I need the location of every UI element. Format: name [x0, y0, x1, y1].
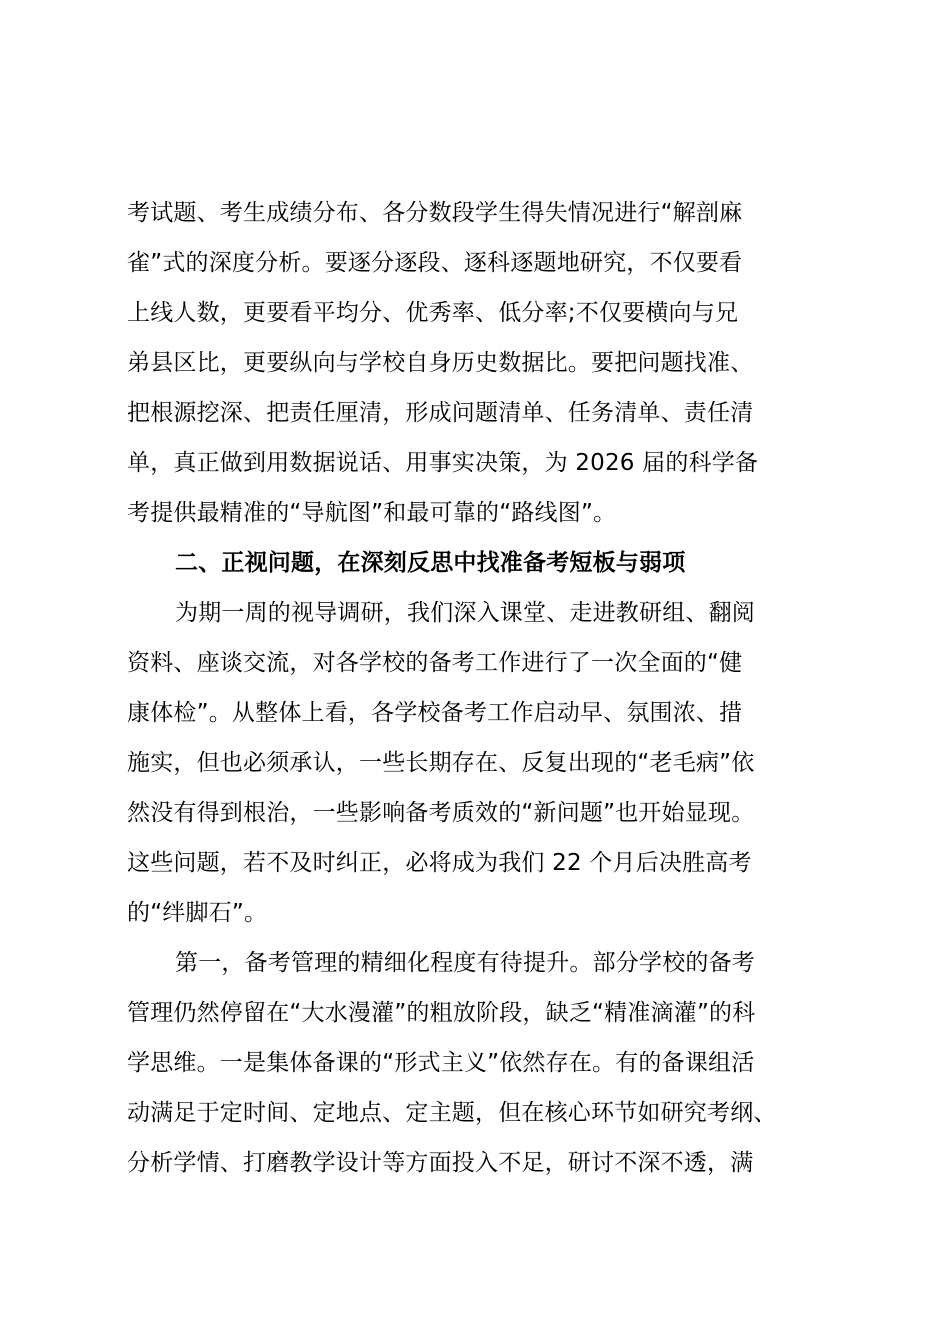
text-line: 然没有得到根治，一些影响备考质效的“新问题”也开始显现。: [127, 800, 755, 826]
text-line: 为期一周的视导调研，我们深入课堂、走进教研组、翻阅: [175, 600, 755, 626]
text-line: 这些问题，若不及时纠正，必将成为我们 22 个月后决胜高考: [127, 850, 752, 876]
text-line: 动满足于定时间、定地点、定主题，但在核心环节如研究考纲、: [127, 1100, 777, 1126]
text-line: 弟县区比，更要纵向与学校自身历史数据比。要把问题找准、: [127, 350, 754, 376]
text-line: 考试题、考生成绩分布、各分数段学生得失情况进行“解剖麻: [127, 200, 743, 226]
text-line: 把根源挖深、把责任厘清，形成问题清单、任务清单、责任清: [127, 400, 754, 426]
text-line: 的“绊脚石”。: [127, 900, 268, 926]
text-line: 考提供最精准的“导航图”和最可靠的“路线图”。: [127, 500, 617, 526]
text-line: 上线人数，更要看平均分、优秀率、低分率;不仅要横向与兄: [127, 300, 739, 326]
text-line: 雀”式的深度分析。要逐分逐段、逐科逐题地研究，不仅要看: [127, 250, 743, 276]
text-line: 第一，备考管理的精细化程度有待提升。部分学校的备考: [175, 950, 755, 976]
text-line: 分析学情、打磨教学设计等方面投入不足，研讨不深不透，满: [127, 1150, 754, 1176]
text-line: 施实，但也必须承认，一些长期存在、反复出现的“老毛病”依: [127, 750, 755, 776]
text-line: 学思维。一是集体备课的“形式主义”依然存在。有的备课组活: [127, 1050, 755, 1076]
section-heading: 二、正视问题，在深刻反思中找准备考短板与弱项: [175, 550, 686, 576]
text-line: 单，真正做到用数据说话、用事实决策，为 2026 届的科学备: [127, 450, 759, 476]
text-line: 康体检”。从整体上看，各学校备考工作启动早、氛围浓、措: [127, 700, 743, 726]
text-line: 管理仍然停留在“大水漫灌”的粗放阶段，缺乏“精准滴灌”的科: [127, 1000, 756, 1026]
text-line: 资料、座谈交流，对各学校的备考工作进行了一次全面的“健: [127, 650, 743, 676]
